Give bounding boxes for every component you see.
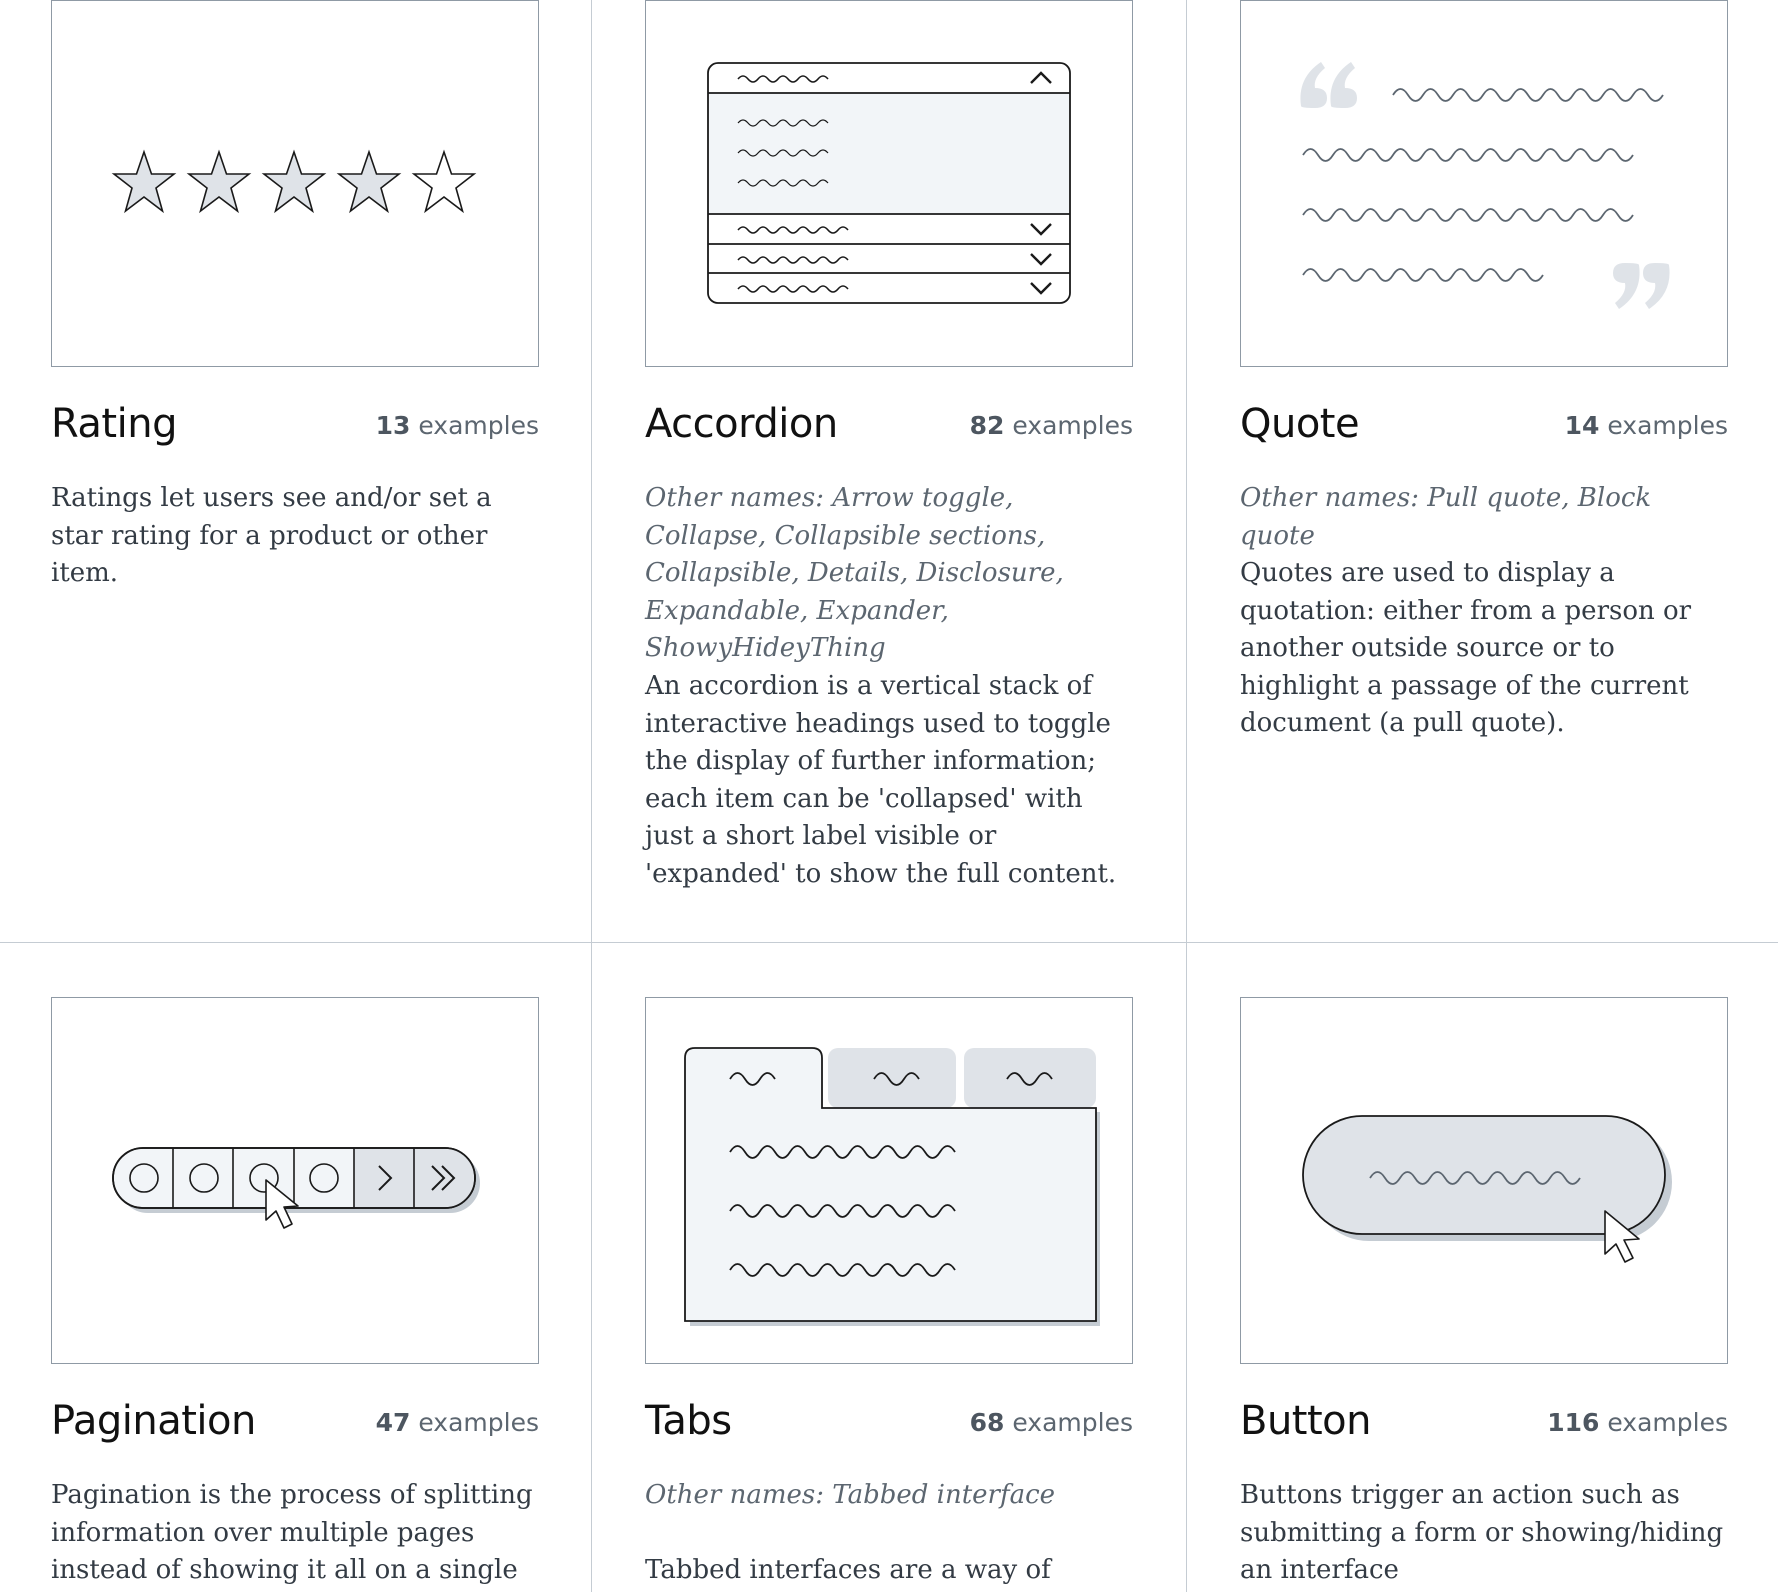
other-names: Other names: Arrow toggle, Collapse, Collapsible sections, Collapsible, Details, Disclosure, Expandable, Expander, ShowyHideyThing: [645, 483, 1064, 663]
pagination-illustration[interactable]: [51, 997, 539, 1364]
column-divider: [591, 0, 592, 1592]
star-icon: [189, 152, 249, 211]
card-description: Ratings let users see and/or set a star rating for a product or other item.: [51, 483, 492, 588]
button-drawing: [1241, 998, 1727, 1363]
tabs-drawing: [646, 998, 1132, 1363]
rating-illustration[interactable]: [51, 0, 539, 367]
card-description: Buttons trigger an action such as submitting a form or showing/hiding an interface: [1240, 1480, 1724, 1585]
button-illustration[interactable]: [1240, 997, 1728, 1364]
card-description: Tabbed interfaces are a way of: [645, 1555, 1051, 1585]
example-count: 13 examples: [375, 411, 539, 440]
card-description: Quotes are used to display a quotation: either from a person or another outside source or to highlight a passage of the current document (a pull quote).: [1240, 558, 1692, 738]
rating-stars: [52, 1, 538, 366]
quote-illustration[interactable]: [1240, 0, 1728, 367]
example-count: 47 examples: [375, 1408, 539, 1437]
open-quote-icon: [1300, 62, 1357, 108]
card-title[interactable]: Tabs: [645, 1398, 732, 1444]
example-count: 68 examples: [969, 1408, 1133, 1437]
accordion-drawing: [646, 1, 1132, 366]
example-count: 14 examples: [1564, 411, 1728, 440]
other-names: Other names: Tabbed interface: [645, 1480, 1056, 1510]
column-divider: [1186, 0, 1187, 1592]
star-icon: [414, 152, 474, 211]
star-icon: [114, 152, 174, 211]
card-description: Pagination is the process of splitting information over multiple pages instead of showing it all on a single: [51, 1480, 533, 1585]
row-divider: [0, 942, 1778, 943]
card-description: An accordion is a vertical stack of interactive headings used to toggle the display of further information; each item can be 'collapsed' with just a short label visible or 'expanded' to show the full content.: [645, 671, 1117, 889]
example-count: 116 examples: [1547, 1408, 1728, 1437]
accordion-illustration[interactable]: [645, 0, 1133, 367]
star-icon: [339, 152, 399, 211]
card-title[interactable]: Quote: [1240, 401, 1360, 447]
card-title[interactable]: Accordion: [645, 401, 838, 447]
quote-drawing: [1241, 1, 1727, 366]
star-icon: [264, 152, 324, 211]
pagination-drawing: [52, 998, 538, 1363]
card-title[interactable]: Rating: [51, 401, 177, 447]
card-title[interactable]: Pagination: [51, 1398, 256, 1444]
card-title[interactable]: Button: [1240, 1398, 1371, 1444]
close-quote-icon: [1613, 263, 1670, 309]
other-names: Other names: Pull quote, Block quote: [1240, 483, 1652, 551]
example-count: 82 examples: [969, 411, 1133, 440]
tabs-illustration[interactable]: [645, 997, 1133, 1364]
